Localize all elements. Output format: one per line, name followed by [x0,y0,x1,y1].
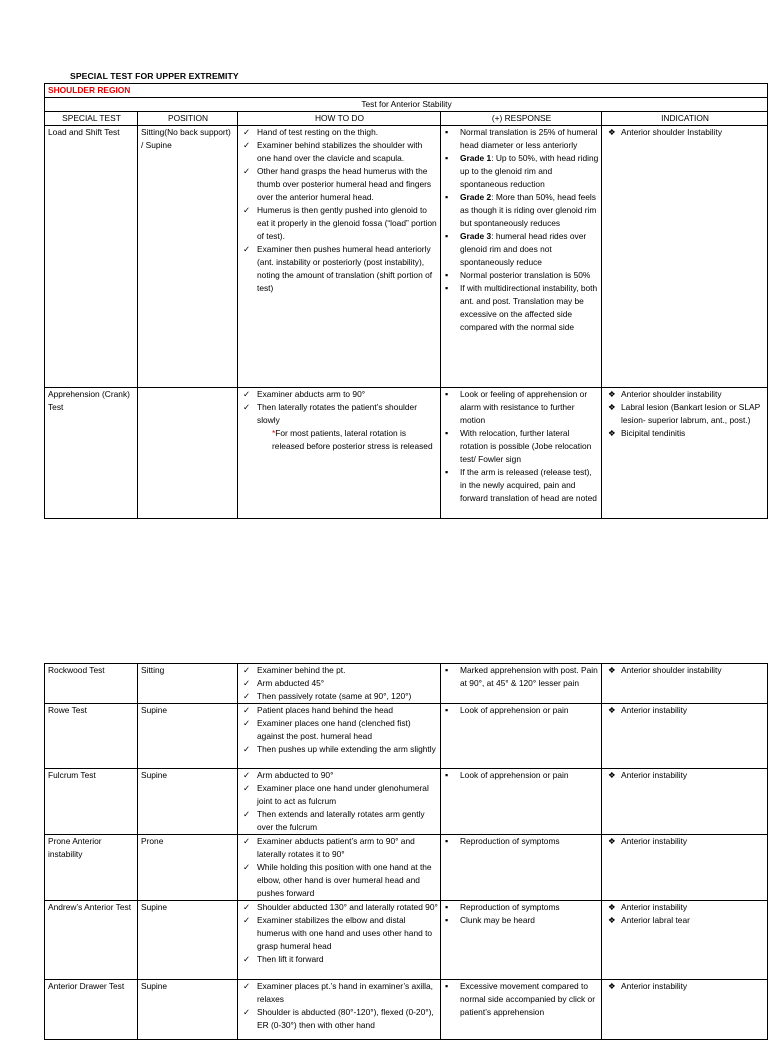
indication-item: ❖ Anterior instability [605,835,765,848]
table-row [45,901,768,980]
how-to-do-cell [238,388,441,519]
step-item: ✓ Other hand grasps the head humerus with the thumb over posterior humeral head and fingers over the anterior humeral head. [241,165,438,204]
step-item: ✓ Humerus is then gently pushed into glenoid to eat it properly in the glenoid fossa (“load” portion of test). [241,204,438,243]
step-item: ✓ While holding this position with one hand at the elbow, other hand is over humeral head and pushes forward [241,861,438,900]
test-position: Sitting [138,664,238,704]
indication-cell [602,901,768,980]
test-position: Prone [138,835,238,901]
test-position: Supine [138,704,238,769]
response-cell [441,835,602,901]
how-to-do-cell [238,126,441,388]
step-item: ✓ Shoulder abducted 130° and laterally rotated 90° [241,901,438,914]
table-row [45,980,768,1040]
header-position: POSITION [138,112,238,126]
test-name: Rockwood Test [45,664,138,704]
how-to-do-cell [238,664,441,704]
indication-item: ❖ Bicipital tendinitis [605,427,765,440]
step-item: ✓ Examiner places one hand (clenched fist) against the post. humeral head [241,717,438,743]
table-row [45,769,768,835]
table-row [45,126,768,388]
response-item: ▪ Marked apprehension with post. Pain at 90°, at 45° & 120° lesser pain [444,664,599,690]
step-item: ✓ Patient places hand behind the head [241,704,438,717]
step-item: ✓ Shoulder is abducted (80°-120°), flexed (0-20°), ER (0-30°) then with other hand [241,1006,438,1032]
response-item: ▪ Normal translation is 25% of humeral head diameter or less anteriorly [444,126,599,152]
header-special-test: SPECIAL TEST [45,112,138,126]
step-item: ✓ Then extends and laterally rotates arm gently over the fulcrum [241,808,438,834]
indication-cell [602,388,768,519]
test-position: Sitting(No back support) / Supine [138,126,238,388]
step-item: ✓ Examiner places pt.’s hand in examiner’s axilla, relaxes [241,980,438,1006]
response-item: ▪ If with multidirectional instability, both ant. and post. Translation may be excessive on the affected side compared with the normal side [444,282,599,334]
response-cell [441,769,602,835]
response-cell [441,901,602,980]
response-cell [441,704,602,769]
table-row [45,835,768,901]
indication-item: ❖ Anterior shoulder Instability [605,126,765,139]
test-name: Prone Anterior instability [45,835,138,901]
step-note: *For most patients, lateral rotation is released before posterior stress is released [272,428,433,451]
header-response: (+) RESPONSE [441,112,602,126]
response-item: ▪ With relocation, further lateral rotation is possible (Jobe relocation test/ Fowler sign [444,427,599,466]
indication-item: ❖ Anterior instability [605,901,765,914]
test-position: Supine [138,980,238,1040]
response-cell [441,126,602,388]
test-position: Supine [138,901,238,980]
region-label: SHOULDER REGION [48,85,131,95]
header-indication: INDICATION [602,112,768,126]
response-cell [441,388,602,519]
test-name: Load and Shift Test [45,126,138,388]
test-name: Anterior Drawer Test [45,980,138,1040]
step-item: ✓ Then laterally rotates the patient’s shoulder slowly [241,401,438,427]
step-item: ✓ Examiner abducts arm to 90° [241,388,438,401]
section-title: Test for Anterior Stability [45,98,768,112]
table-header [45,112,768,126]
response-item: ▪ If the arm is released (release test), in the newly acquired, pain and forward translation of head are noted [444,466,599,505]
response-cell [441,664,602,704]
indication-item: ❖ Anterior shoulder instability [605,388,765,401]
indication-item: ❖ Anterior instability [605,704,765,717]
how-to-do-cell [238,901,441,980]
note-asterisk: * [272,428,276,438]
response-item: ▪ Look of apprehension or pain [444,769,599,782]
indication-cell [602,704,768,769]
test-name: Andrew’s Anterior Test [45,901,138,980]
step-item: ✓ Then lift it forward [241,953,438,966]
response-item: ▪ Reproduction of symptoms [444,835,599,848]
step-item: ✓ Examiner place one hand under glenohumeral joint to act as fulcrum [241,782,438,808]
response-item: ▪ Excessive movement compared to normal side accompanied by click or patient’s apprehension [444,980,599,1019]
step-item: ✓ Then pushes up while extending the arm slightly [241,743,438,756]
step-item: ✓ Examiner abducts patient’s arm to 90° and laterally rotates it to 90° [241,835,438,861]
test-name: Rowe Test [45,704,138,769]
indication-item: ❖ Anterior instability [605,980,765,993]
how-to-do-cell [238,769,441,835]
indication-cell [602,126,768,388]
response-item: ▪ Grade 2: More than 50%, head feels as though it is riding over glenoid rim but spontaneously reduces [444,191,599,230]
indication-cell [602,980,768,1040]
response-item: ▪ Normal posterior translation is 50% [444,269,599,282]
how-to-do-cell [238,704,441,769]
test-name: Fulcrum Test [45,769,138,835]
anterior-stability-table [44,83,768,519]
response-item: ▪ Clunk may be heard [444,914,599,927]
response-item: ▪ Grade 1: Up to 50%, with head riding up to the glenoid rim and spontaneous reduction [444,152,599,191]
table-row [45,388,768,519]
step-item: ✓ Examiner behind the pt. [241,664,438,677]
response-item: ▪ Grade 3: humeral head rides over glenoid rim and does not spontaneously reduce [444,230,599,269]
document-title: SPECIAL TEST FOR UPPER EXTREMITY [70,71,239,81]
response-item: ▪ Look of apprehension or pain [444,704,599,717]
step-item: ✓ Hand of test resting on the thigh. [241,126,438,139]
test-position: Supine [138,769,238,835]
response-item: ▪ Reproduction of symptoms [444,901,599,914]
step-item: ✓ Then passively rotate (same at 90°, 120°) [241,690,438,703]
response-item: ▪ Look or feeling of apprehension or alarm with resistance to further motion [444,388,599,427]
indication-cell [602,769,768,835]
how-to-do-cell [238,835,441,901]
step-item: ✓ Examiner behind stabilizes the shoulder with one hand over the clavicle and scapula. [241,139,438,165]
table-row [45,704,768,769]
test-name: Apprehension (Crank) Test [45,388,138,519]
response-cell [441,980,602,1040]
indication-item: ❖ Anterior instability [605,769,765,782]
step-item: ✓ Arm abducted 45° [241,677,438,690]
indication-cell [602,835,768,901]
header-how-to-do: HOW TO DO [238,112,441,126]
table-row [45,664,768,704]
indication-cell [602,664,768,704]
anterior-stability-table-continued [44,663,768,1040]
step-item: ✓ Arm abducted to 90° [241,769,438,782]
test-position [138,388,238,519]
indication-item: ❖ Anterior labral tear [605,914,765,927]
indication-item: ❖ Labral lesion (Bankart lesion or SLAP lesion- superior labrum, ant., post.) [605,401,765,427]
indication-item: ❖ Anterior shoulder instability [605,664,765,677]
step-item: ✓ Examiner stabilizes the elbow and distal humerus with one hand and uses other hand to grasp humeral head [241,914,438,953]
how-to-do-cell [238,980,441,1040]
step-item: ✓ Examiner then pushes humeral head anteriorly (ant. instability or posteriorly (post instability), noting the amount of translation (shift portion of test) [241,243,438,295]
